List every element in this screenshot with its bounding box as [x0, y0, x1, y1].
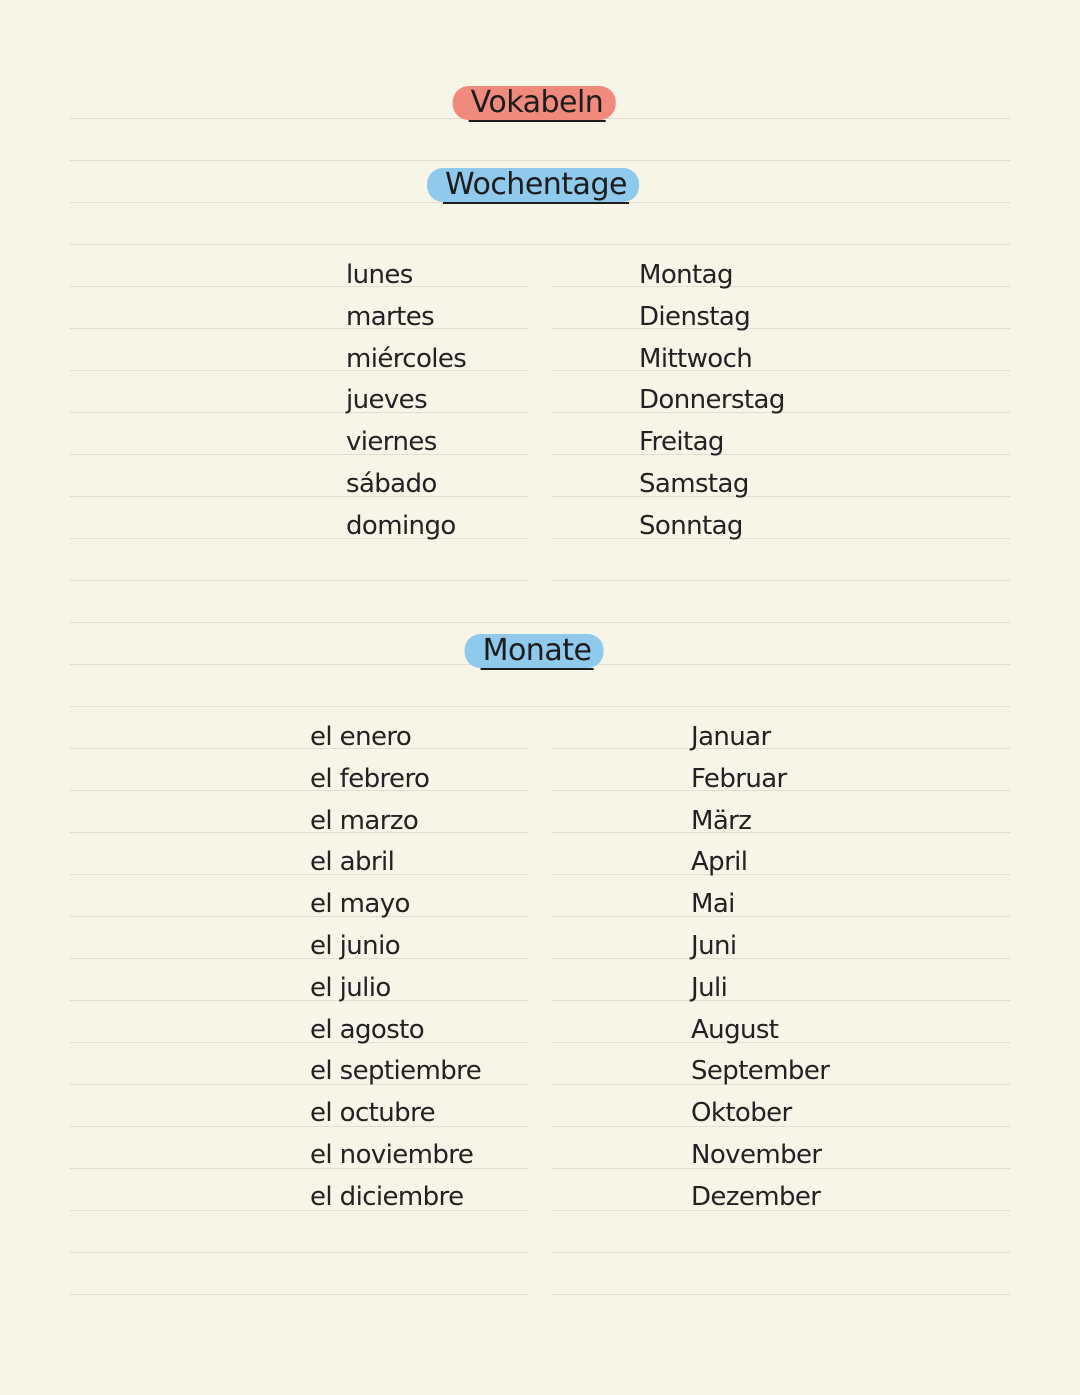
ruled-line: [70, 244, 528, 245]
weekday-german: Sonntag: [639, 510, 743, 541]
weekday-german: Samstag: [639, 469, 749, 499]
month-spanish: el diciembre: [310, 1181, 464, 1212]
weekday-spanish: jueves: [346, 385, 428, 416]
ruled-line: [70, 1000, 528, 1001]
month-german: September: [691, 1056, 830, 1087]
months-heading: [465, 634, 604, 668]
month-spanish: el mayo: [310, 889, 410, 920]
ruled-line: [70, 412, 528, 413]
month-german: Juni: [691, 931, 737, 961]
ruled-line: [552, 496, 1010, 497]
ruled-line: [552, 832, 1010, 833]
ruled-line: [70, 160, 1010, 161]
ruled-line: [552, 286, 1010, 287]
ruled-line: [70, 538, 528, 539]
ruled-line: [552, 328, 1010, 329]
ruled-line: [552, 244, 1010, 245]
page-title-text: Vokabeln: [470, 85, 604, 120]
month-german: August: [691, 1014, 779, 1045]
ruled-line: [552, 454, 1010, 455]
ruled-line: [70, 454, 528, 455]
month-german: Januar: [691, 722, 771, 752]
ruled-line: [70, 1042, 528, 1043]
month-spanish: el septiembre: [310, 1056, 482, 1087]
month-spanish: el abril: [310, 847, 395, 878]
weekday-german: Freitag: [639, 427, 724, 458]
weekday-german: Mittwoch: [639, 343, 753, 374]
month-german: April: [691, 847, 748, 878]
month-spanish: el febrero: [310, 763, 430, 794]
ruled-line: [552, 538, 1010, 539]
weekday-german: Dienstag: [639, 301, 751, 332]
month-german: Dezember: [691, 1181, 821, 1212]
month-spanish: el julio: [310, 972, 391, 1003]
month-spanish: el junio: [310, 931, 400, 961]
month-german: Mai: [691, 889, 735, 920]
month-german: Juli: [691, 972, 728, 1003]
weekday-spanish: domingo: [346, 510, 456, 541]
ruled-line: [70, 790, 528, 791]
ruled-line: [552, 874, 1010, 875]
ruled-line: [70, 748, 528, 749]
ruled-line: [70, 874, 528, 875]
ruled-line: [70, 622, 1010, 623]
month-german: Februar: [691, 763, 787, 794]
month-spanish: el noviembre: [310, 1140, 474, 1170]
ruled-line: [552, 1252, 1010, 1253]
ruled-line: [70, 580, 528, 581]
month-german: März: [691, 805, 752, 836]
ruled-line: [552, 370, 1010, 371]
month-german: Oktober: [691, 1098, 792, 1129]
weekday-spanish: lunes: [346, 260, 413, 290]
ruled-line: [552, 1294, 1010, 1295]
ruled-line: [70, 832, 528, 833]
month-german: November: [691, 1140, 822, 1170]
ruled-line: [70, 1294, 528, 1295]
weekday-spanish: martes: [346, 301, 435, 332]
ruled-line: [552, 916, 1010, 917]
ruled-line: [70, 1126, 528, 1127]
month-spanish: el octubre: [310, 1098, 435, 1129]
weekday-german: Donnerstag: [639, 385, 785, 416]
month-spanish: el agosto: [310, 1014, 425, 1045]
ruled-line: [70, 916, 528, 917]
weekday-spanish: sábado: [346, 469, 437, 499]
ruled-line: [552, 748, 1010, 749]
months-heading-text: Monate: [482, 633, 592, 668]
ruled-line: [552, 580, 1010, 581]
month-spanish: el enero: [310, 722, 412, 752]
ruled-line: [70, 496, 528, 497]
ruled-line: [70, 706, 1010, 707]
ruled-line: [552, 1000, 1010, 1001]
ruled-line: [70, 286, 528, 287]
weekday-spanish: viernes: [346, 427, 437, 458]
weekdays-heading-text: Wochentage: [445, 167, 627, 202]
page-title: [453, 86, 616, 120]
weekday-german: Montag: [639, 260, 733, 290]
month-spanish: el marzo: [310, 805, 419, 836]
ruled-line: [70, 1252, 528, 1253]
ruled-line: [552, 1042, 1010, 1043]
ruled-line: [70, 328, 528, 329]
weekdays-heading: [427, 168, 639, 202]
weekday-spanish: miércoles: [346, 343, 467, 374]
ruled-line: [70, 958, 528, 959]
ruled-line: [552, 958, 1010, 959]
